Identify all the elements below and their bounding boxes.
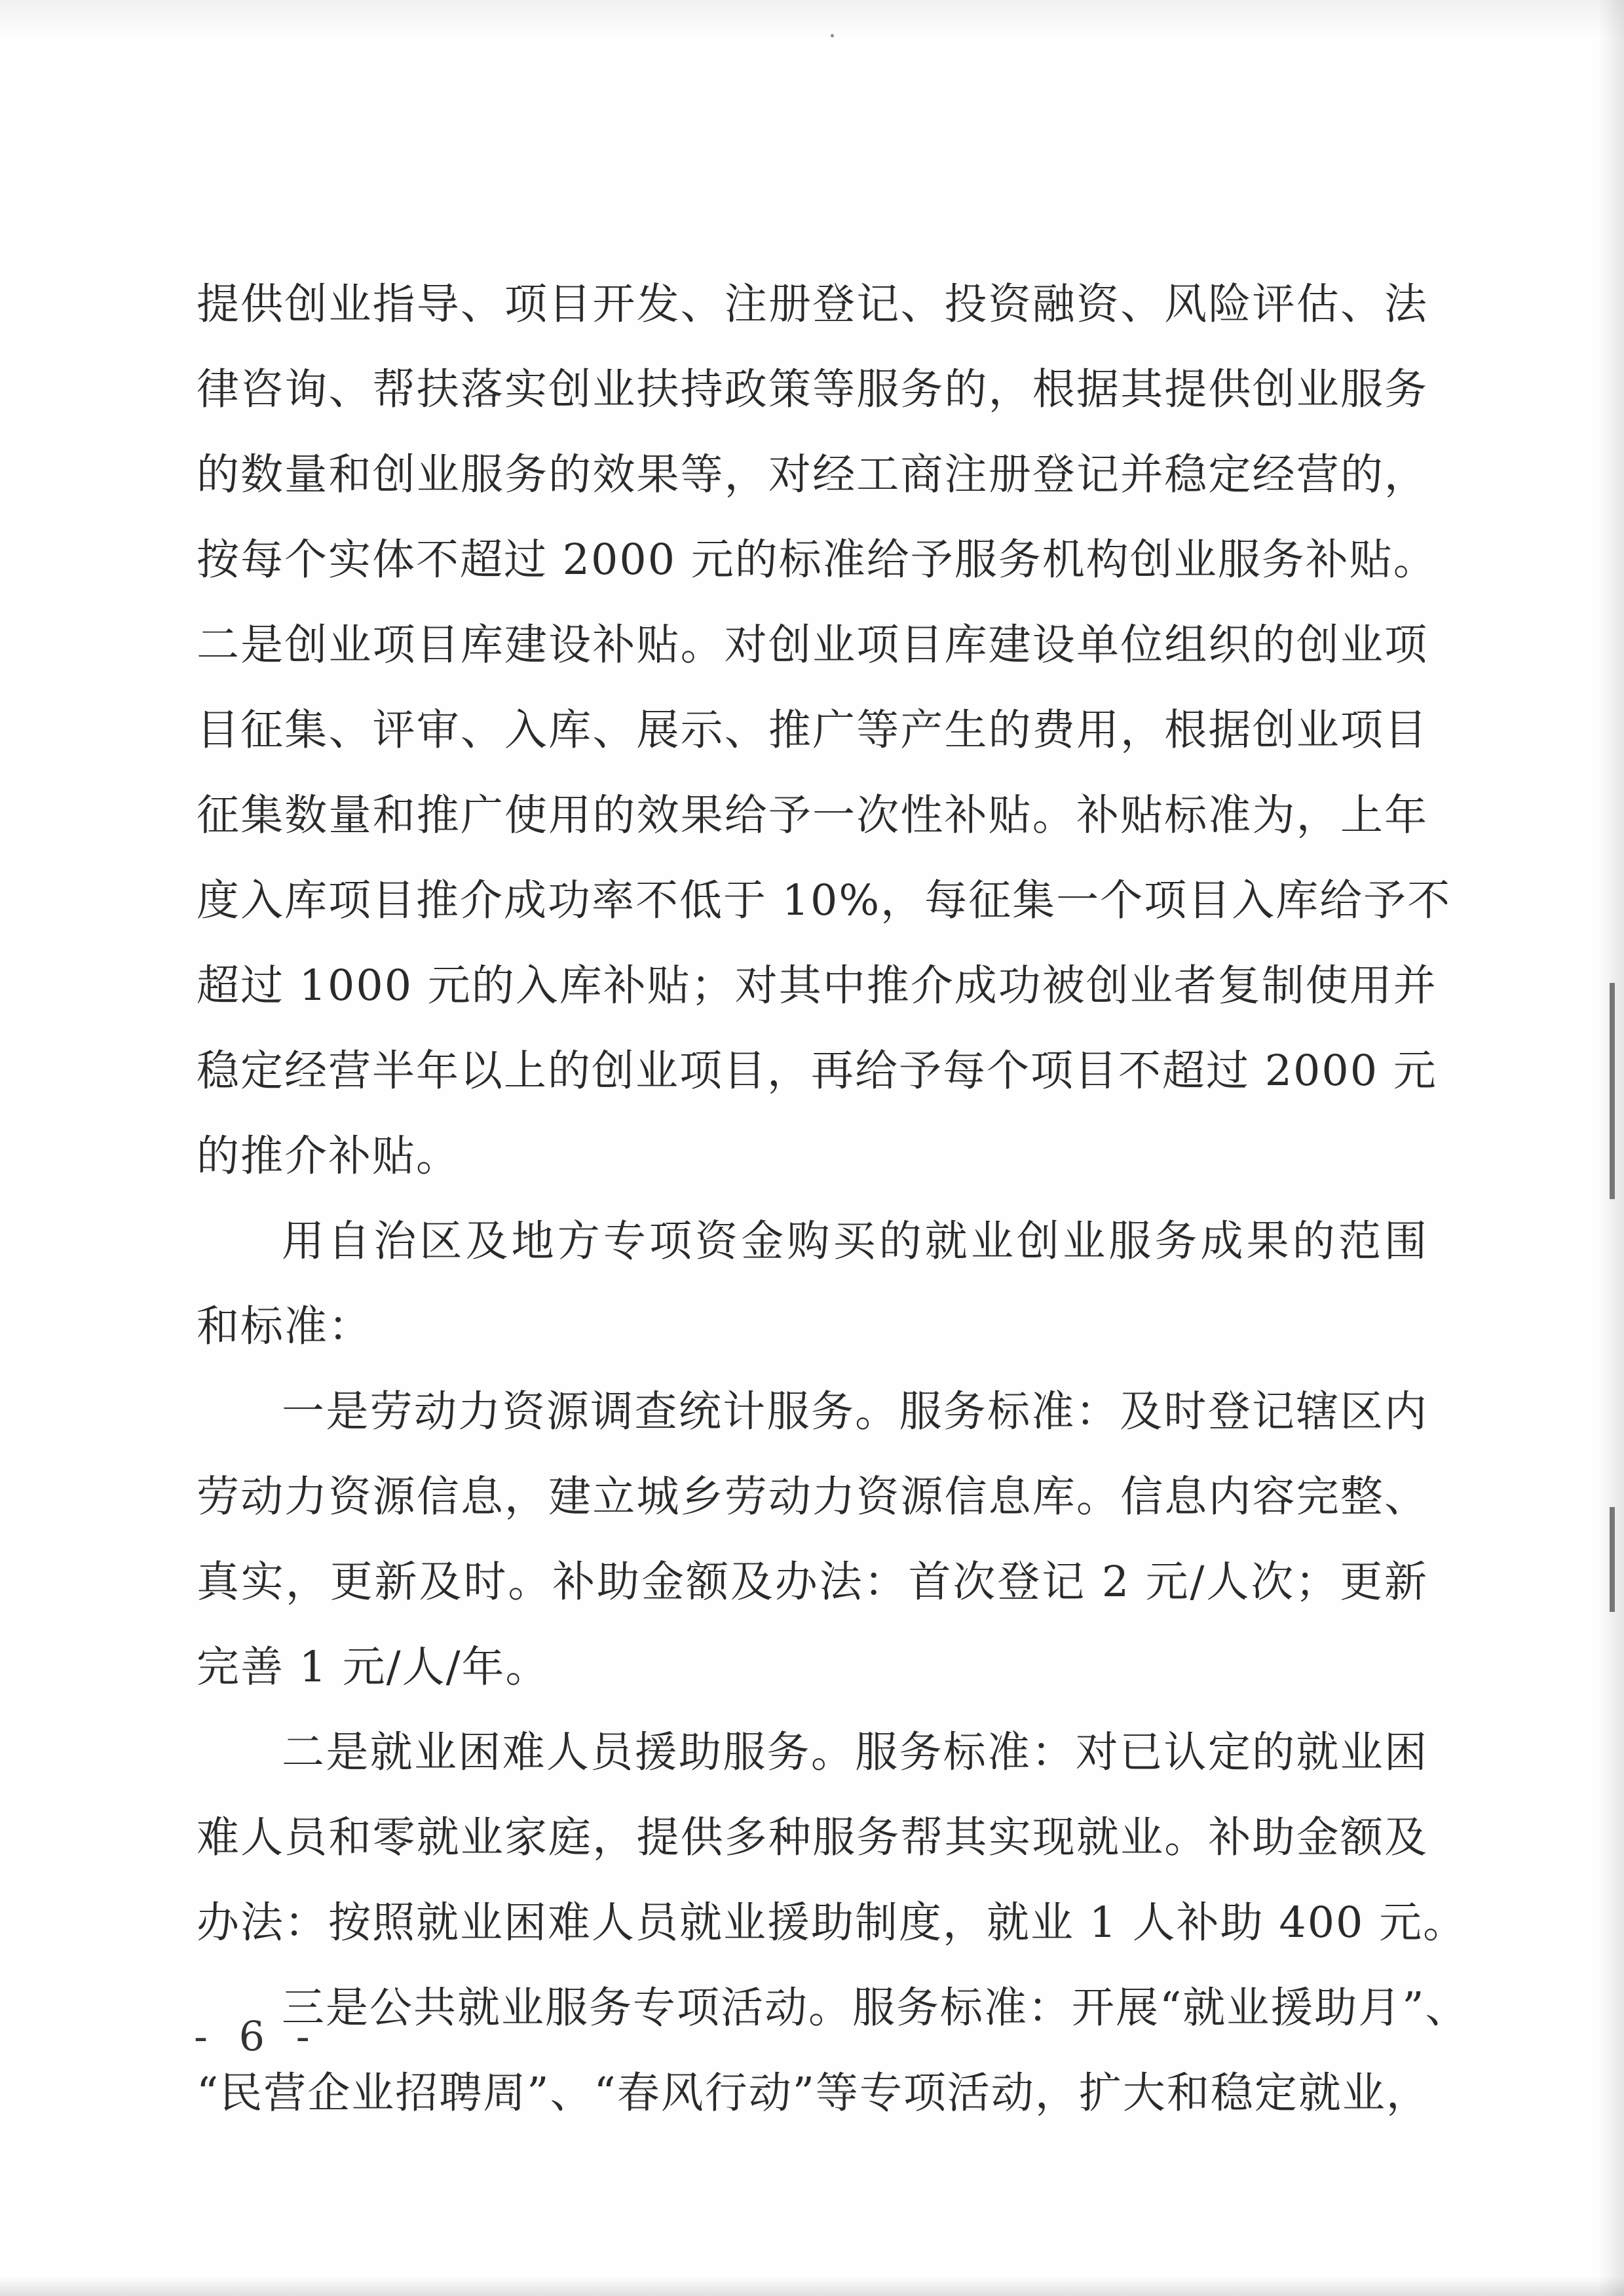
text-line: 征集数量和推广使用的效果给予一次性补贴。补贴标准为，上年 [197, 791, 1428, 840]
text-line: 度入库项目推介成功率不低于 10%，每征集一个项目入库给予不 [197, 876, 1452, 925]
scan-speck [831, 34, 834, 37]
page-number: - 6 - [194, 2012, 319, 2060]
paragraph-first-line: 一是劳动力资源调查统计服务。服务标准：及时登记辖区内 [282, 1387, 1428, 1436]
scan-top-shadow [0, 0, 1624, 39]
text-line: 真实，更新及时。补助金额及办法：首次登记 2 元/人次；更新 [197, 1558, 1428, 1607]
text-line: 办法：按照就业困难人员就业援助制度，就业 1 人补助 400 元。 [197, 1898, 1467, 1947]
text-line: “民营企业招聘周”、“春风行动”等专项活动，扩大和稳定就业， [197, 2069, 1430, 2118]
text-line: 按每个实体不超过 2000 元的标准给予服务机构创业服务补贴。 [197, 535, 1437, 584]
paragraph-first-line: 二是就业困难人员援助服务。服务标准：对已认定的就业困 [282, 1728, 1428, 1777]
text-line: 完善 1 元/人/年。 [197, 1643, 550, 1692]
paragraph-first-line: 用自治区及地方专项资金购买的就业创业服务成果的范围 [282, 1217, 1428, 1266]
text-line: 目征集、评审、入库、展示、推广等产生的费用，根据创业项目 [197, 706, 1428, 755]
paragraph-first-line: 三是公共就业服务专项活动。服务标准：开展“就业援助月”、 [282, 1983, 1469, 2033]
text-line: 超过 1000 元的入库补贴；对其中推介成功被创业者复制使用并 [197, 961, 1437, 1010]
text-line: 的数量和创业服务的效果等，对经工商注册登记并稳定经营的， [197, 450, 1428, 499]
scan-edge-mark [1610, 1507, 1615, 1612]
body-text [197, 262, 1469, 2136]
text-line: 提供创业指导、项目开发、注册登记、投资融资、风险评估、法 [197, 280, 1428, 329]
text-line: 律咨询、帮扶落实创业扶持政策等服务的，根据其提供创业服务 [197, 365, 1428, 414]
scan-edge-mark [1610, 983, 1615, 1199]
text-line: 难人员和零就业家庭，提供多种服务帮其实现就业。补助金额及 [197, 1813, 1428, 1862]
text-line: 的推介补贴。 [197, 1132, 461, 1181]
text-line: 和标准： [197, 1302, 373, 1351]
scan-bottom-edge [0, 2276, 1624, 2296]
text-line: 劳动力资源信息，建立城乡劳动力资源信息库。信息内容完整、 [197, 1472, 1428, 1521]
text-line: 稳定经营半年以上的创业项目，再给予每个项目不超过 2000 元 [197, 1046, 1437, 1096]
text-line: 二是创业项目库建设补贴。对创业项目库建设单位组织的创业项 [197, 621, 1428, 670]
